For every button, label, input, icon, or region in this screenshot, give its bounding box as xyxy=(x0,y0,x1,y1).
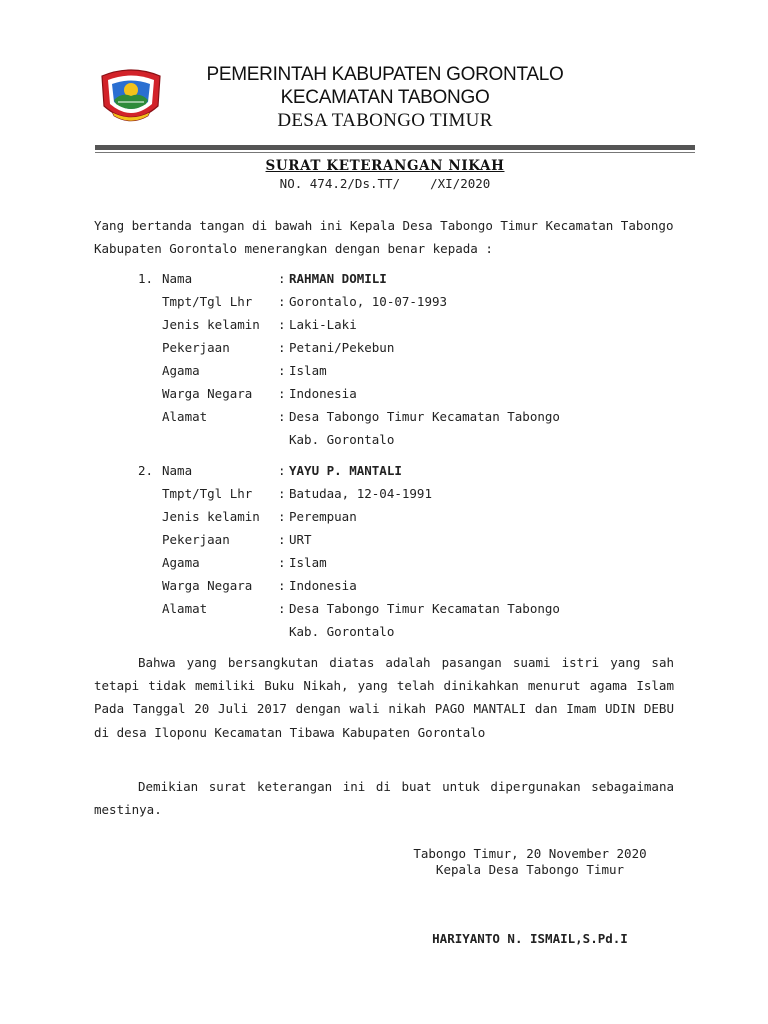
colon: : xyxy=(278,386,286,401)
person-1-alamat-line1: Desa Tabongo Timur Kecamatan Tabongo xyxy=(289,409,560,424)
letter-number-prefix: NO. 474.2/Ds.TT/ xyxy=(279,176,401,191)
colon: : xyxy=(278,271,286,286)
person-1-pekerjaan: Petani/Pekebun xyxy=(289,340,395,355)
label-nama: Nama xyxy=(162,463,193,478)
label-ttl: Tmpt/Tgl Lhr xyxy=(162,294,253,309)
colon: : xyxy=(278,363,286,378)
colon: : xyxy=(278,601,286,616)
person-2-warga: Indonesia xyxy=(289,578,357,593)
person-1-name-row xyxy=(0,269,768,289)
person-2-alamat-line1: Desa Tabongo Timur Kecamatan Tabongo xyxy=(289,601,560,616)
header-village: DESA TABONGO TIMUR xyxy=(277,110,493,131)
body-paragraph-1: Bahwa yang bersangkutan diatas adalah pasangan suami istri yang sah tetapi tidak memiliki Buku Nikah, yang telah dinikahkan menurut agama Islam Pada Tanggal 20 Juli 2017 dengan wali nikah PAGO MANTALI dan Imam UDIN DEBU di desa Iloponu Kecamatan Tibawa Kabupaten Gorontalo xyxy=(94,655,674,740)
header-divider xyxy=(95,145,695,150)
letter-title: SURAT KETERANGAN NIKAH xyxy=(265,158,505,174)
signature-name: HARIYANTO N. ISMAIL,S.Pd.I xyxy=(432,931,628,946)
colon: : xyxy=(278,532,286,547)
header-government: PEMERINTAH KABUPATEN GORONTALO xyxy=(206,64,564,85)
label-jk: Jenis kelamin xyxy=(162,509,260,524)
person-2-jk-row xyxy=(0,507,768,527)
person-2-agama: Islam xyxy=(289,555,327,570)
letter-number-suffix: /XI/2020 xyxy=(430,176,491,191)
person-1-alamat-row2 xyxy=(0,430,768,450)
label-warga: Warga Negara xyxy=(162,386,253,401)
label-nama: Nama xyxy=(162,271,193,286)
label-warga: Warga Negara xyxy=(162,578,253,593)
person-2-pekerjaan: URT xyxy=(289,532,312,547)
person-2-alamat-line2: Kab. Gorontalo xyxy=(289,624,395,639)
regency-emblem-icon xyxy=(98,66,164,128)
colon: : xyxy=(278,555,286,570)
colon: : xyxy=(278,317,286,332)
body-paragraph-2: Demikian surat keterangan ini di buat untuk dipergunakan sebagaimana mestinya. xyxy=(94,779,674,818)
label-alamat: Alamat xyxy=(162,601,208,616)
person-1-alamat-row xyxy=(0,407,768,427)
person-2-alamat-row xyxy=(0,599,768,619)
colon: : xyxy=(278,486,286,501)
person-1-agama-row xyxy=(0,361,768,381)
label-pekerjaan: Pekerjaan xyxy=(162,340,230,355)
person-1-ttl: Gorontalo, 10-07-1993 xyxy=(289,294,448,309)
person-2-warga-row xyxy=(0,576,768,596)
header-district: KECAMATAN TABONGO xyxy=(280,87,490,108)
person-1-ttl-row xyxy=(0,292,768,312)
label-ttl: Tmpt/Tgl Lhr xyxy=(162,486,253,501)
person-1-warga: Indonesia xyxy=(289,386,357,401)
colon: : xyxy=(278,463,286,478)
letter-number xyxy=(180,176,590,191)
person-2-jk: Perempuan xyxy=(289,509,357,524)
signature-position: Kepala Desa Tabongo Timur xyxy=(435,862,625,877)
colon: : xyxy=(278,294,286,309)
person-1-name: RAHMAN DOMILI xyxy=(289,271,387,286)
person-1-alamat-line2: Kab. Gorontalo xyxy=(289,432,395,447)
header-divider-thin xyxy=(95,152,695,153)
colon: : xyxy=(278,340,286,355)
person-2-ttl: Batudaa, 12-04-1991 xyxy=(289,486,432,501)
person-2-name-row xyxy=(0,461,768,481)
person-2-pekerjaan-row xyxy=(0,530,768,550)
person-1-jk-row xyxy=(0,315,768,335)
colon: : xyxy=(278,578,286,593)
person-2-ttl-row xyxy=(0,484,768,504)
person-1-pekerjaan-row xyxy=(0,338,768,358)
label-agama: Agama xyxy=(162,555,200,570)
label-jk: Jenis kelamin xyxy=(162,317,260,332)
person-2-alamat-row2 xyxy=(0,622,768,642)
person-2-agama-row xyxy=(0,553,768,573)
colon: : xyxy=(278,409,286,424)
colon: : xyxy=(278,509,286,524)
label-alamat: Alamat xyxy=(162,409,208,424)
label-agama: Agama xyxy=(162,363,200,378)
person-1-jk: Laki-Laki xyxy=(289,317,357,332)
person-1-warga-row xyxy=(0,384,768,404)
signature-place-date: Tabongo Timur, 20 November 2020 xyxy=(413,846,647,861)
person-2-name: YAYU P. MANTALI xyxy=(289,463,402,478)
person-2-number: 2. xyxy=(138,463,154,478)
person-1-agama: Islam xyxy=(289,363,327,378)
person-1-number: 1. xyxy=(138,271,154,286)
intro-paragraph: Yang bertanda tangan di bawah ini Kepala Desa Tabongo Timur Kecamatan Tabongo Kabupaten Gorontalo menerangkan dengan benar kepada : xyxy=(94,218,674,256)
label-pekerjaan: Pekerjaan xyxy=(162,532,230,547)
